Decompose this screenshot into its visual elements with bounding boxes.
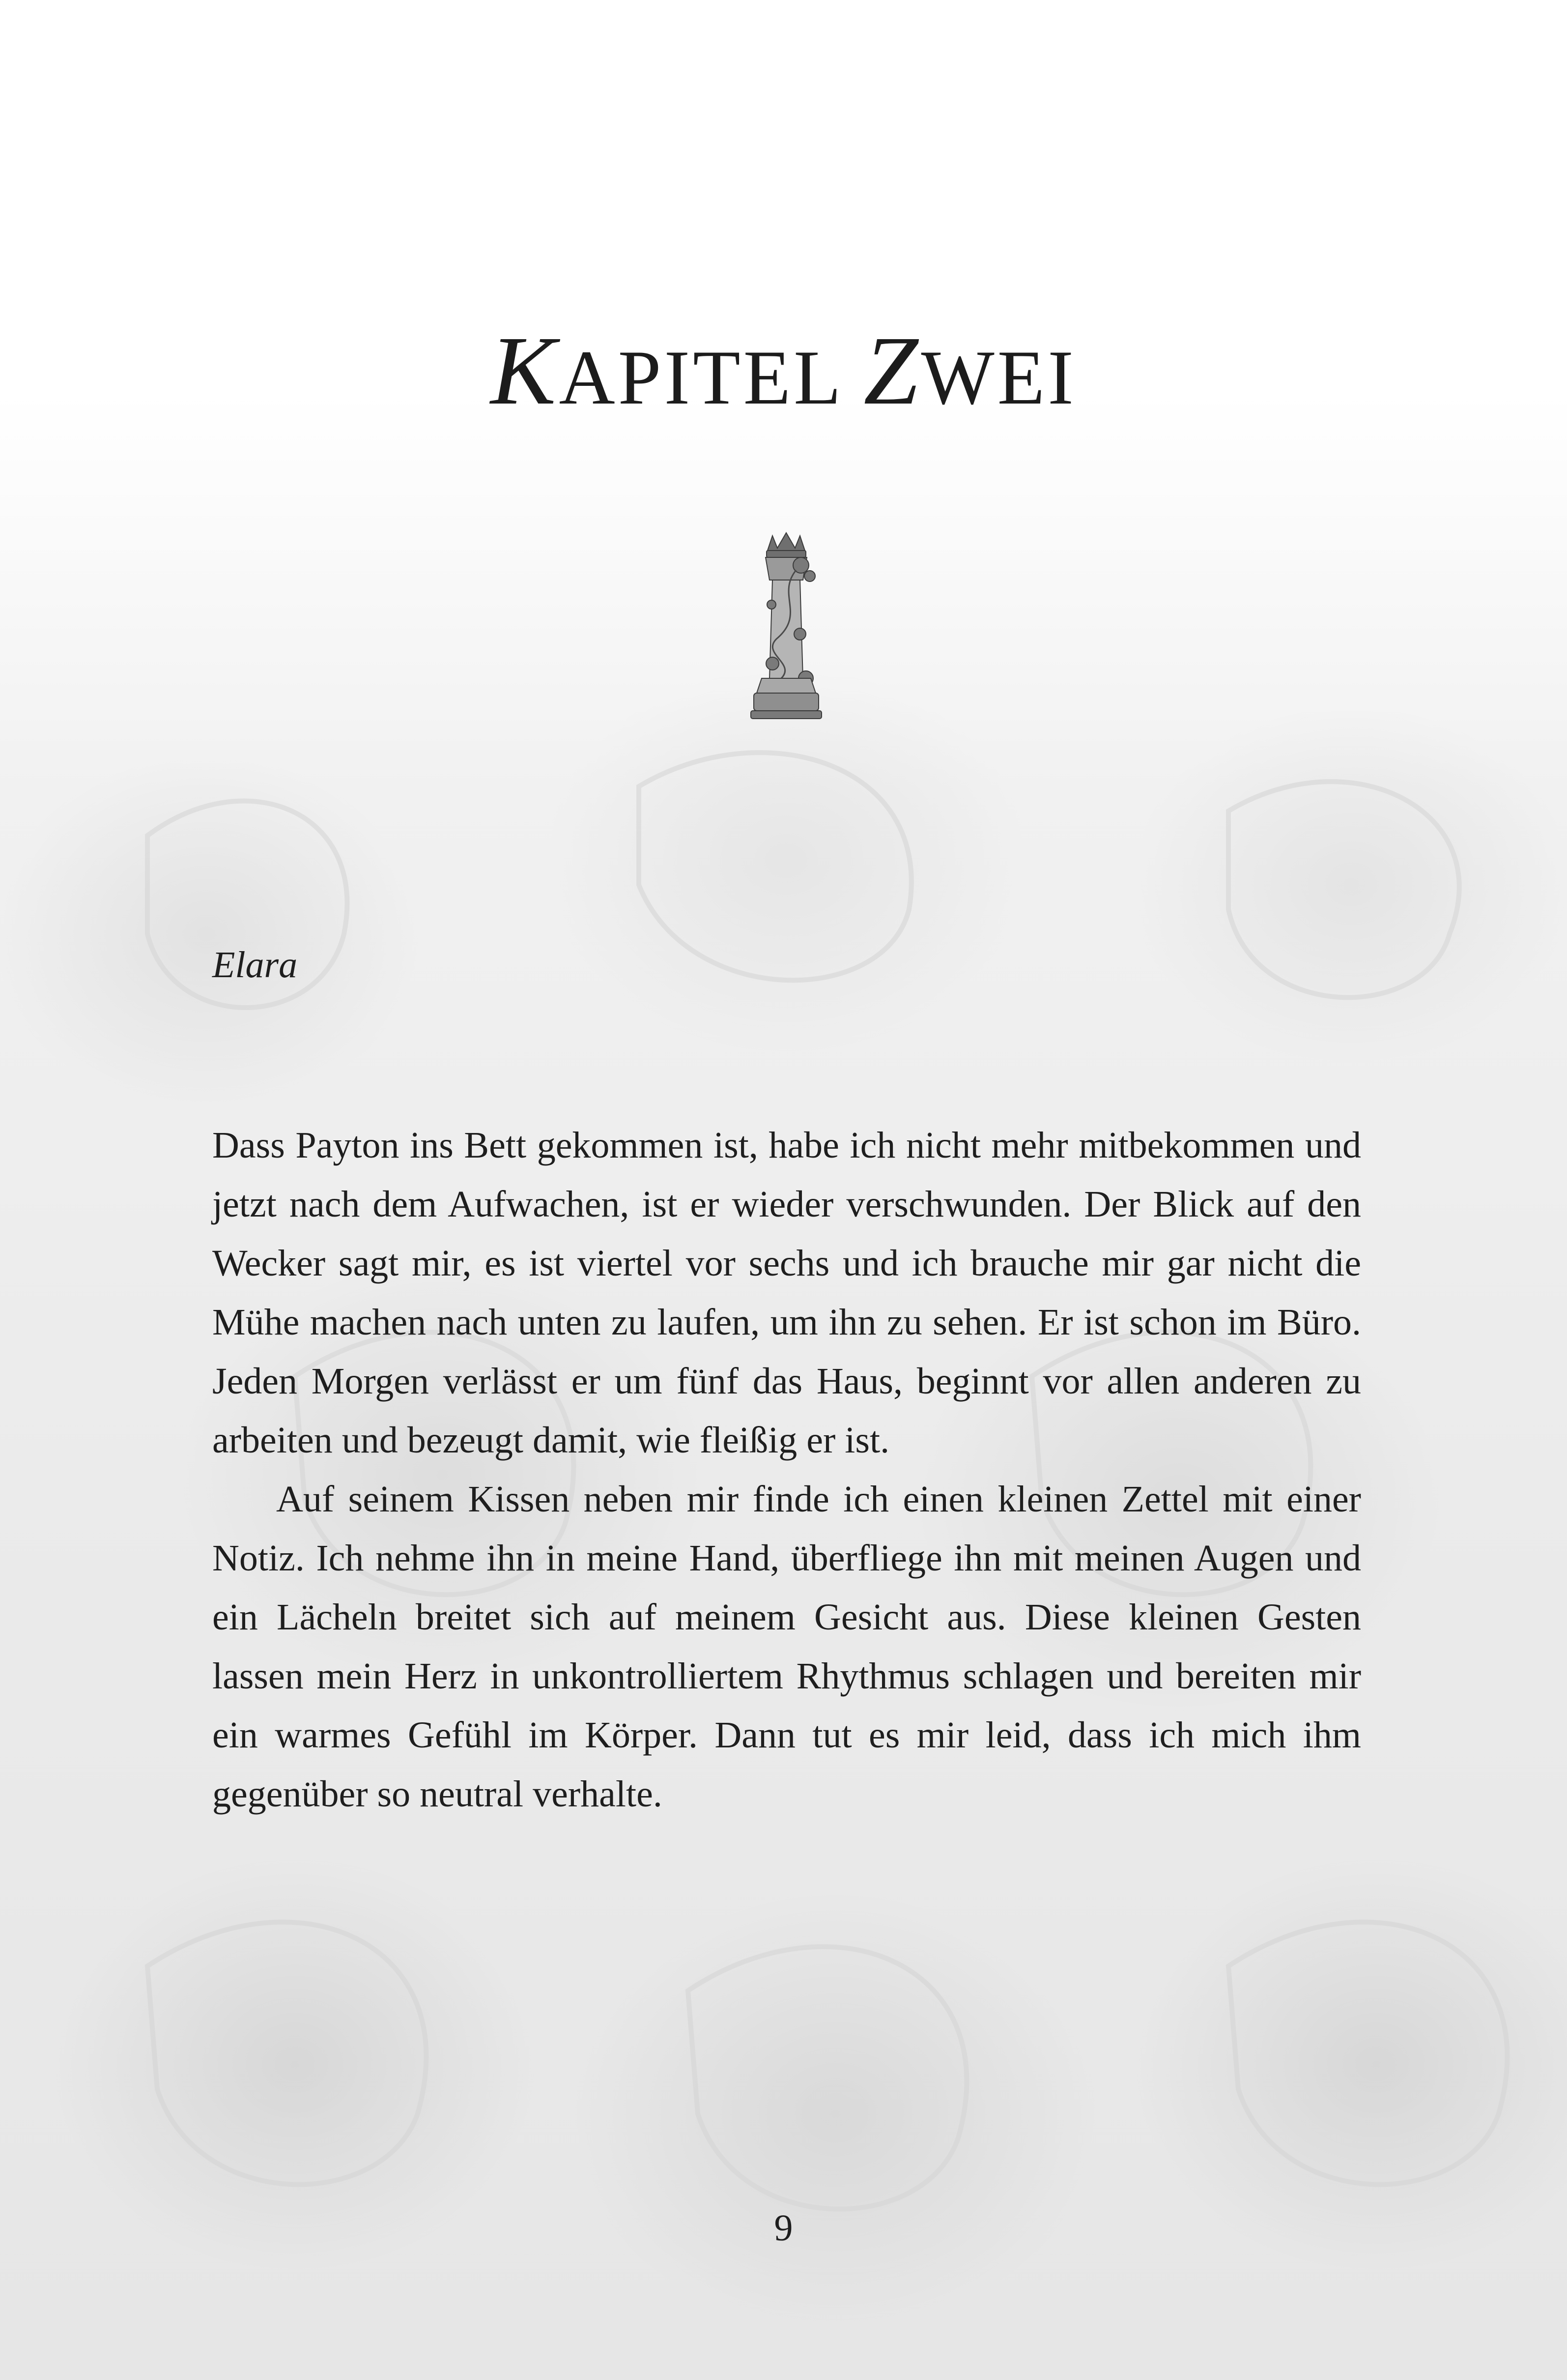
chapter-title-initial-1: K [490, 317, 559, 425]
paragraph: Auf seinem Kissen neben mir finde ich einen kleinen Zettel mit einer Notiz. Ich nehme ihn in meine Hand, überfliege ihn mit meinen Augen und ein Lächeln breitet sich auf meinem Gesicht aus. Diese kleinen Gesten lassen mein Herz in unkontrolliertem Rhythmus schlagen und bereiten mir ein warmes Gefühl im Körper. Dann tut es mir leid, dass ich mich ihm gegenüber so neutral verhalte. [212, 1479, 1361, 1815]
paragraph: Dass Payton ins Bett gekommen ist, habe ich nicht mehr mitbekommen und jetzt nach dem Aufwachen, ist er wieder verschwunden. Der Blick auf den Wecker sagt mir, es ist viertel vor sechs und ich brauche mir gar nicht die Mühe machen nach unten zu laufen, um ihn zu sehen. Er ist schon im Büro. Jeden Morgen verlässt er um fünf das Haus, beginnt vor allen anderen zu arbeiten und bezeugt damit, wie fleißig er ist. [212, 1125, 1361, 1461]
chapter-title [0, 315, 1567, 427]
chapter-title-initial-2: Z [863, 317, 921, 425]
rook-chess-piece-with-crown-and-roses-icon [742, 531, 830, 727]
chapter-title-word-2: WEI [921, 335, 1077, 421]
pov-character-label: Elara [212, 944, 298, 986]
chapter-title-word-1: APITEL [559, 335, 864, 421]
chapter-body [212, 1116, 1361, 1824]
page-number: 9 [774, 2207, 793, 2249]
